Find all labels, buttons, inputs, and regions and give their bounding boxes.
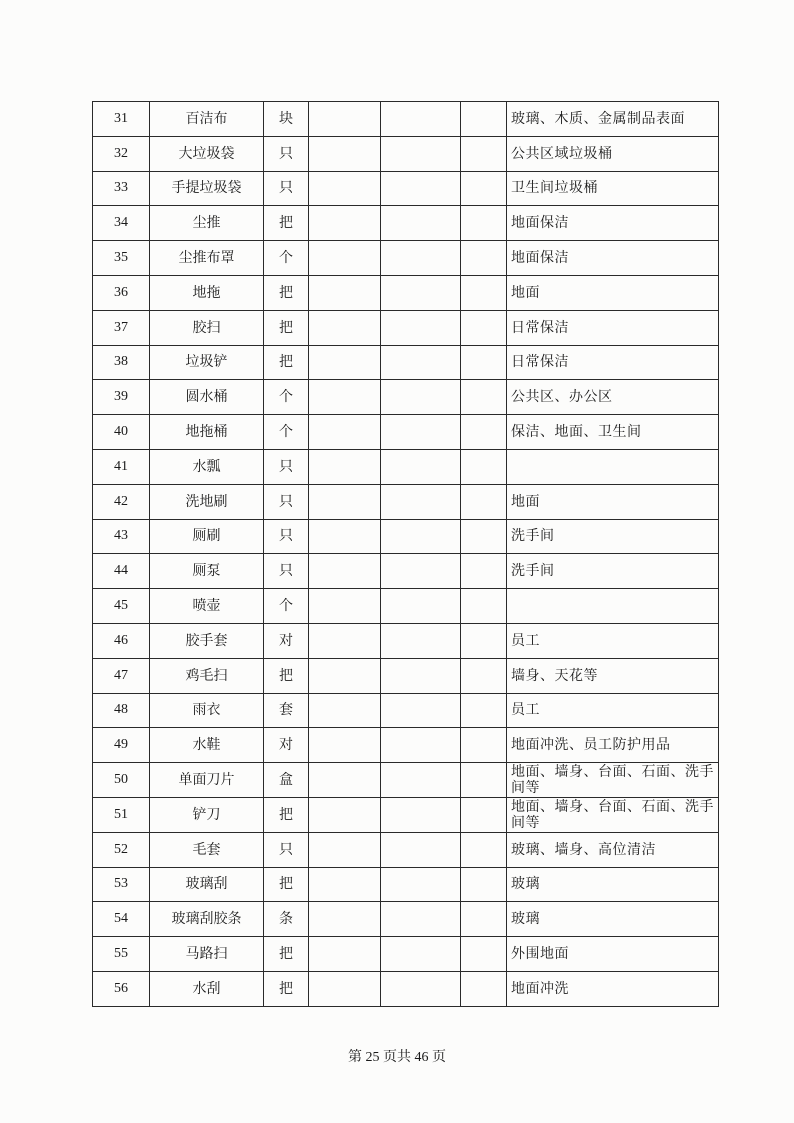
blank-cell <box>309 136 381 171</box>
table-row <box>93 937 719 972</box>
table-row <box>93 380 719 415</box>
blank-cell <box>381 623 461 658</box>
blank-cell <box>461 136 507 171</box>
item-name: 喷壶 <box>150 589 264 624</box>
item-name: 马路扫 <box>150 937 264 972</box>
item-name: 尘推布罩 <box>150 241 264 276</box>
blank-cell <box>461 275 507 310</box>
item-name: 尘推 <box>150 206 264 241</box>
blank-cell <box>309 345 381 380</box>
blank-cell <box>461 589 507 624</box>
item-usage: 保洁、地面、卫生间 <box>507 415 719 450</box>
item-usage: 地面 <box>507 275 719 310</box>
blank-cell <box>461 519 507 554</box>
item-name: 玻璃刮 <box>150 867 264 902</box>
blank-cell <box>309 693 381 728</box>
item-name: 垃圾铲 <box>150 345 264 380</box>
table-row <box>93 206 719 241</box>
blank-cell <box>461 241 507 276</box>
blank-cell <box>309 484 381 519</box>
item-usage: 日常保洁 <box>507 345 719 380</box>
table-row <box>93 554 719 589</box>
item-usage: 员工 <box>507 693 719 728</box>
blank-cell <box>381 449 461 484</box>
item-name: 毛套 <box>150 832 264 867</box>
blank-cell <box>461 763 507 798</box>
item-usage: 洗手间 <box>507 554 719 589</box>
blank-cell <box>309 971 381 1006</box>
blank-cell <box>381 415 461 450</box>
table-row <box>93 102 719 137</box>
blank-cell <box>309 241 381 276</box>
blank-cell <box>309 867 381 902</box>
row-number: 56 <box>93 971 150 1006</box>
row-number: 51 <box>93 797 150 832</box>
table-row <box>93 519 719 554</box>
blank-cell <box>309 415 381 450</box>
blank-cell <box>461 693 507 728</box>
item-unit: 把 <box>264 937 309 972</box>
table-row <box>93 693 719 728</box>
blank-cell <box>309 380 381 415</box>
table-row <box>93 415 719 450</box>
item-name: 水鞋 <box>150 728 264 763</box>
item-unit: 套 <box>264 693 309 728</box>
row-number: 36 <box>93 275 150 310</box>
table-row <box>93 763 719 798</box>
item-usage <box>507 449 719 484</box>
row-number: 31 <box>93 102 150 137</box>
row-number: 41 <box>93 449 150 484</box>
row-number: 53 <box>93 867 150 902</box>
item-unit: 只 <box>264 136 309 171</box>
blank-cell <box>381 554 461 589</box>
row-number: 42 <box>93 484 150 519</box>
blank-cell <box>461 797 507 832</box>
blank-cell <box>381 241 461 276</box>
table-row <box>93 832 719 867</box>
item-name: 洗地刷 <box>150 484 264 519</box>
blank-cell <box>461 449 507 484</box>
item-name: 水刮 <box>150 971 264 1006</box>
item-unit: 把 <box>264 206 309 241</box>
blank-cell <box>461 171 507 206</box>
item-unit: 只 <box>264 832 309 867</box>
item-name: 圆水桶 <box>150 380 264 415</box>
item-name: 厕泵 <box>150 554 264 589</box>
blank-cell <box>381 971 461 1006</box>
blank-cell <box>309 102 381 137</box>
row-number: 44 <box>93 554 150 589</box>
item-name: 地拖桶 <box>150 415 264 450</box>
item-name: 铲刀 <box>150 797 264 832</box>
blank-cell <box>461 345 507 380</box>
item-usage: 玻璃 <box>507 902 719 937</box>
blank-cell <box>381 171 461 206</box>
item-usage: 公共区、办公区 <box>507 380 719 415</box>
item-usage: 公共区域垃圾桶 <box>507 136 719 171</box>
blank-cell <box>381 310 461 345</box>
blank-cell <box>309 171 381 206</box>
blank-cell <box>381 380 461 415</box>
blank-cell <box>381 275 461 310</box>
item-name: 鸡毛扫 <box>150 658 264 693</box>
blank-cell <box>309 554 381 589</box>
blank-cell <box>309 310 381 345</box>
table-row <box>93 136 719 171</box>
table-row <box>93 449 719 484</box>
item-usage: 洗手间 <box>507 519 719 554</box>
item-name: 胶扫 <box>150 310 264 345</box>
item-name: 单面刀片 <box>150 763 264 798</box>
item-unit: 个 <box>264 415 309 450</box>
blank-cell <box>461 971 507 1006</box>
blank-cell <box>309 206 381 241</box>
item-unit: 只 <box>264 519 309 554</box>
table-row <box>93 589 719 624</box>
blank-cell <box>309 275 381 310</box>
row-number: 35 <box>93 241 150 276</box>
row-number: 50 <box>93 763 150 798</box>
table-row <box>93 310 719 345</box>
item-unit: 把 <box>264 310 309 345</box>
item-name: 百洁布 <box>150 102 264 137</box>
blank-cell <box>461 415 507 450</box>
blank-cell <box>381 519 461 554</box>
item-unit: 个 <box>264 589 309 624</box>
row-number: 55 <box>93 937 150 972</box>
row-number: 33 <box>93 171 150 206</box>
item-usage: 卫生间垃圾桶 <box>507 171 719 206</box>
item-unit: 把 <box>264 867 309 902</box>
blank-cell <box>461 832 507 867</box>
table-body <box>93 102 719 1007</box>
item-unit: 把 <box>264 275 309 310</box>
item-usage: 玻璃、墙身、高位清洁 <box>507 832 719 867</box>
row-number: 48 <box>93 693 150 728</box>
table-row <box>93 275 719 310</box>
item-unit: 块 <box>264 102 309 137</box>
item-unit: 只 <box>264 554 309 589</box>
item-usage: 地面、墙身、台面、石面、洗手间等 <box>507 763 719 798</box>
blank-cell <box>381 206 461 241</box>
row-number: 39 <box>93 380 150 415</box>
item-name: 水瓢 <box>150 449 264 484</box>
item-usage: 地面保洁 <box>507 206 719 241</box>
row-number: 43 <box>93 519 150 554</box>
blank-cell <box>461 484 507 519</box>
blank-cell <box>309 797 381 832</box>
item-unit: 个 <box>264 380 309 415</box>
item-unit: 把 <box>264 797 309 832</box>
blank-cell <box>309 763 381 798</box>
item-name: 地拖 <box>150 275 264 310</box>
item-unit: 盒 <box>264 763 309 798</box>
blank-cell <box>461 728 507 763</box>
blank-cell <box>461 102 507 137</box>
blank-cell <box>461 206 507 241</box>
blank-cell <box>309 728 381 763</box>
item-usage <box>507 589 719 624</box>
row-number: 52 <box>93 832 150 867</box>
blank-cell <box>381 136 461 171</box>
row-number: 47 <box>93 658 150 693</box>
table-row <box>93 902 719 937</box>
blank-cell <box>309 832 381 867</box>
page-number-footer: 第 25 页共 46 页 <box>348 1050 446 1065</box>
blank-cell <box>461 623 507 658</box>
row-number: 37 <box>93 310 150 345</box>
item-unit: 只 <box>264 484 309 519</box>
item-name: 雨衣 <box>150 693 264 728</box>
item-usage: 地面冲洗、员工防护用品 <box>507 728 719 763</box>
item-usage: 地面保洁 <box>507 241 719 276</box>
blank-cell <box>461 658 507 693</box>
blank-cell <box>309 449 381 484</box>
item-unit: 把 <box>264 971 309 1006</box>
table-row <box>93 345 719 380</box>
blank-cell <box>381 763 461 798</box>
item-usage: 日常保洁 <box>507 310 719 345</box>
table-row <box>93 658 719 693</box>
table-row <box>93 171 719 206</box>
blank-cell <box>461 867 507 902</box>
blank-cell <box>309 937 381 972</box>
item-name: 手提垃圾袋 <box>150 171 264 206</box>
blank-cell <box>381 658 461 693</box>
item-usage: 玻璃 <box>507 867 719 902</box>
item-unit: 对 <box>264 728 309 763</box>
item-unit: 只 <box>264 171 309 206</box>
blank-cell <box>381 102 461 137</box>
supplies-table <box>92 101 719 1007</box>
row-number: 38 <box>93 345 150 380</box>
blank-cell <box>461 380 507 415</box>
row-number: 32 <box>93 136 150 171</box>
blank-cell <box>309 519 381 554</box>
blank-cell <box>381 797 461 832</box>
table-row <box>93 484 719 519</box>
item-name: 大垃圾袋 <box>150 136 264 171</box>
item-unit: 对 <box>264 623 309 658</box>
blank-cell <box>461 937 507 972</box>
blank-cell <box>309 658 381 693</box>
table-row <box>93 867 719 902</box>
blank-cell <box>381 832 461 867</box>
blank-cell <box>381 589 461 624</box>
table-row <box>93 797 719 832</box>
row-number: 54 <box>93 902 150 937</box>
item-usage: 外围地面 <box>507 937 719 972</box>
item-unit: 只 <box>264 449 309 484</box>
item-usage: 墙身、天花等 <box>507 658 719 693</box>
table-row <box>93 728 719 763</box>
blank-cell <box>461 902 507 937</box>
item-usage: 玻璃、木质、金属制品表面 <box>507 102 719 137</box>
item-name: 胶手套 <box>150 623 264 658</box>
blank-cell <box>381 693 461 728</box>
blank-cell <box>381 484 461 519</box>
item-unit: 把 <box>264 345 309 380</box>
blank-cell <box>461 554 507 589</box>
row-number: 49 <box>93 728 150 763</box>
item-name: 厕刷 <box>150 519 264 554</box>
blank-cell <box>309 589 381 624</box>
blank-cell <box>381 937 461 972</box>
row-number: 46 <box>93 623 150 658</box>
item-unit: 把 <box>264 658 309 693</box>
row-number: 40 <box>93 415 150 450</box>
row-number: 45 <box>93 589 150 624</box>
item-unit: 个 <box>264 241 309 276</box>
item-usage: 员工 <box>507 623 719 658</box>
blank-cell <box>309 623 381 658</box>
blank-cell <box>381 867 461 902</box>
blank-cell <box>309 902 381 937</box>
item-unit: 条 <box>264 902 309 937</box>
item-usage: 地面、墙身、台面、石面、洗手间等 <box>507 797 719 832</box>
item-name: 玻璃刮胶条 <box>150 902 264 937</box>
table-row <box>93 623 719 658</box>
blank-cell <box>381 902 461 937</box>
table-row <box>93 971 719 1006</box>
item-usage: 地面 <box>507 484 719 519</box>
table-row <box>93 241 719 276</box>
item-usage: 地面冲洗 <box>507 971 719 1006</box>
row-number: 34 <box>93 206 150 241</box>
blank-cell <box>381 345 461 380</box>
blank-cell <box>461 310 507 345</box>
blank-cell <box>381 728 461 763</box>
